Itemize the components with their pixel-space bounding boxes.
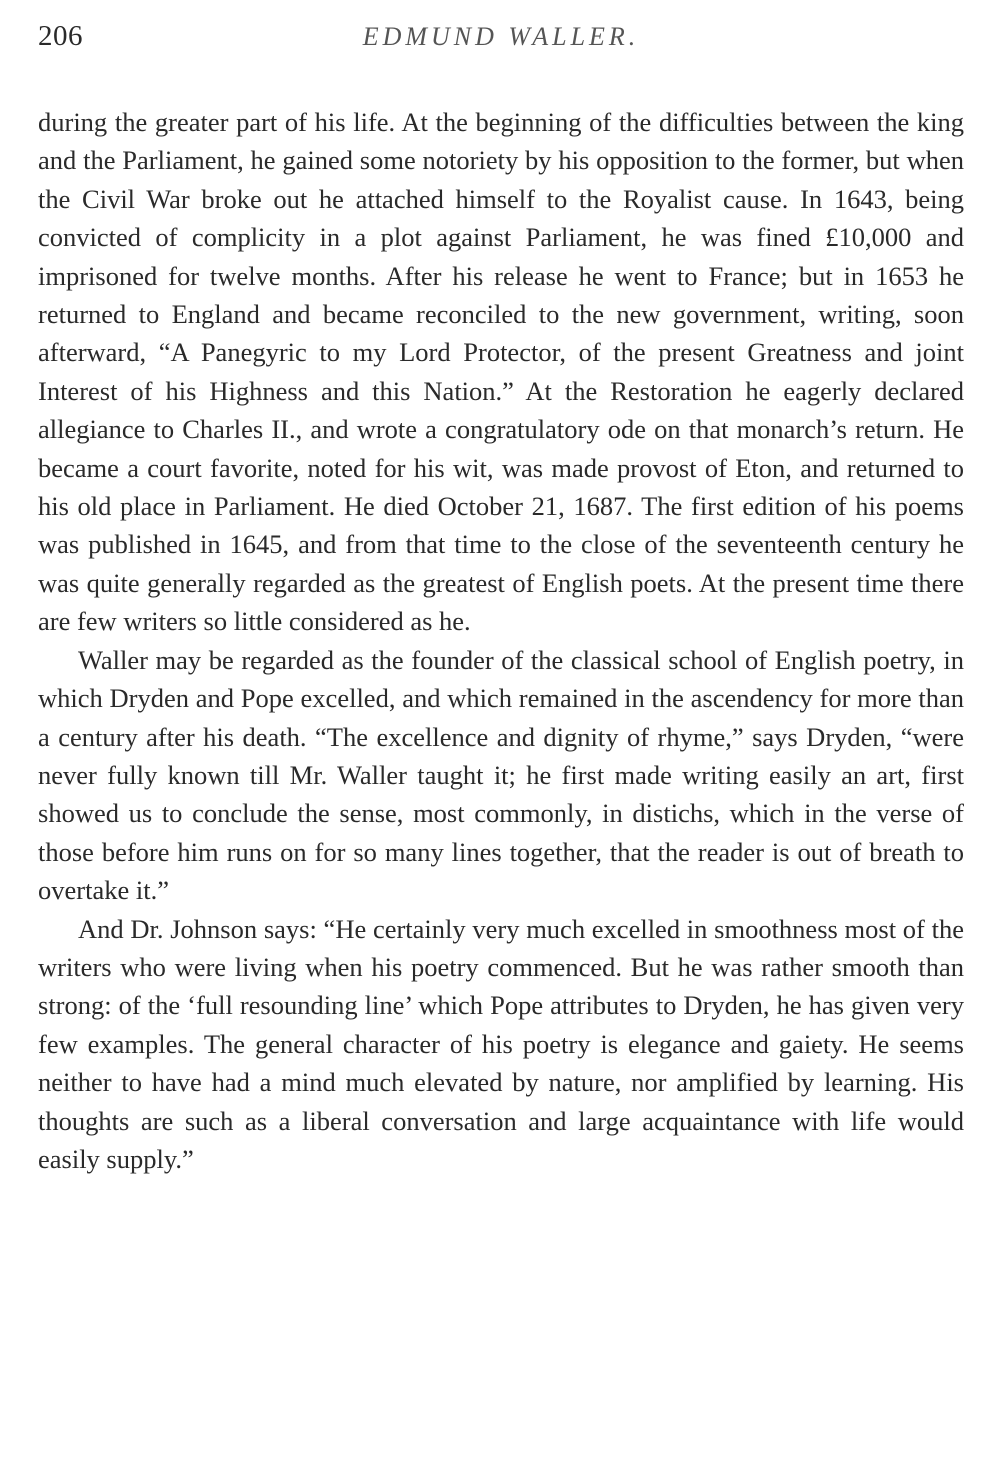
page-number: 206 (38, 20, 83, 52)
page-header (38, 20, 964, 60)
paragraph-johnson-quote: And Dr. Johnson says: “He certainly very much excelled in smoothness most of the writers who were living when his poetry commenced. But he was rather smooth than strong: of the ‘full resounding line’ which Pope attributes to Dryden, he has given very few examples. The general character of his poetry is elegance and gaiety. He seems neither to have had a mind much elevated by nature, nor amplified by learning. His thoughts are such as a liberal conversation and large acquaintance with life would easily supply.” (38, 913, 964, 1174)
body-text (38, 103, 964, 1178)
paragraph-continued: during the greater part of his life. At the beginning of the difficulties between the king and the Parliament, he gained some notoriety by his opposition to the former, but when the Civil War broke out he attached himself to the Royalist cause. In 1643, being convicted of complicity in a plot against Parliament, he was fined £10,000 and imprisoned for twelve months. After his release he went to France; but in 1653 he returned to England and became reconciled to the new government, writing, soon afterward, “A Panegyric to my Lord Protector, of the present Greatness and joint Interest of his Highness and this Nation.” At the Restoration he eagerly declared allegiance to Charles II., and wrote a congratulatory ode on that monarch’s return. He became a court favorite, noted for his wit, was made provost of Eton, and returned to his old place in Parliament. He died October 21, 1687. The first edition of his poems was published in 1645, and from that time to the close of the seventeenth century he was quite generally regarded as the greatest of English poets. At the present time there are few writers so little considered as he. (38, 107, 964, 637)
running-head: EDMUND WALLER. (362, 22, 640, 51)
paragraph-dryden-quote: Waller may be regarded as the founder of the classical school of English poetry, in which Dryden and Pope excelled, and which remained in the ascendency for more than a century after his death. “The excellence and dignity of rhyme,” says Dryden, “were never fully known till Mr. Waller taught it; he first made writing easily an art, first showed us to conclude the sense, most commonly, in distichs, which in the verse of those before him runs on for so many lines together, that the reader is out of breath to overtake it.” (38, 644, 964, 906)
